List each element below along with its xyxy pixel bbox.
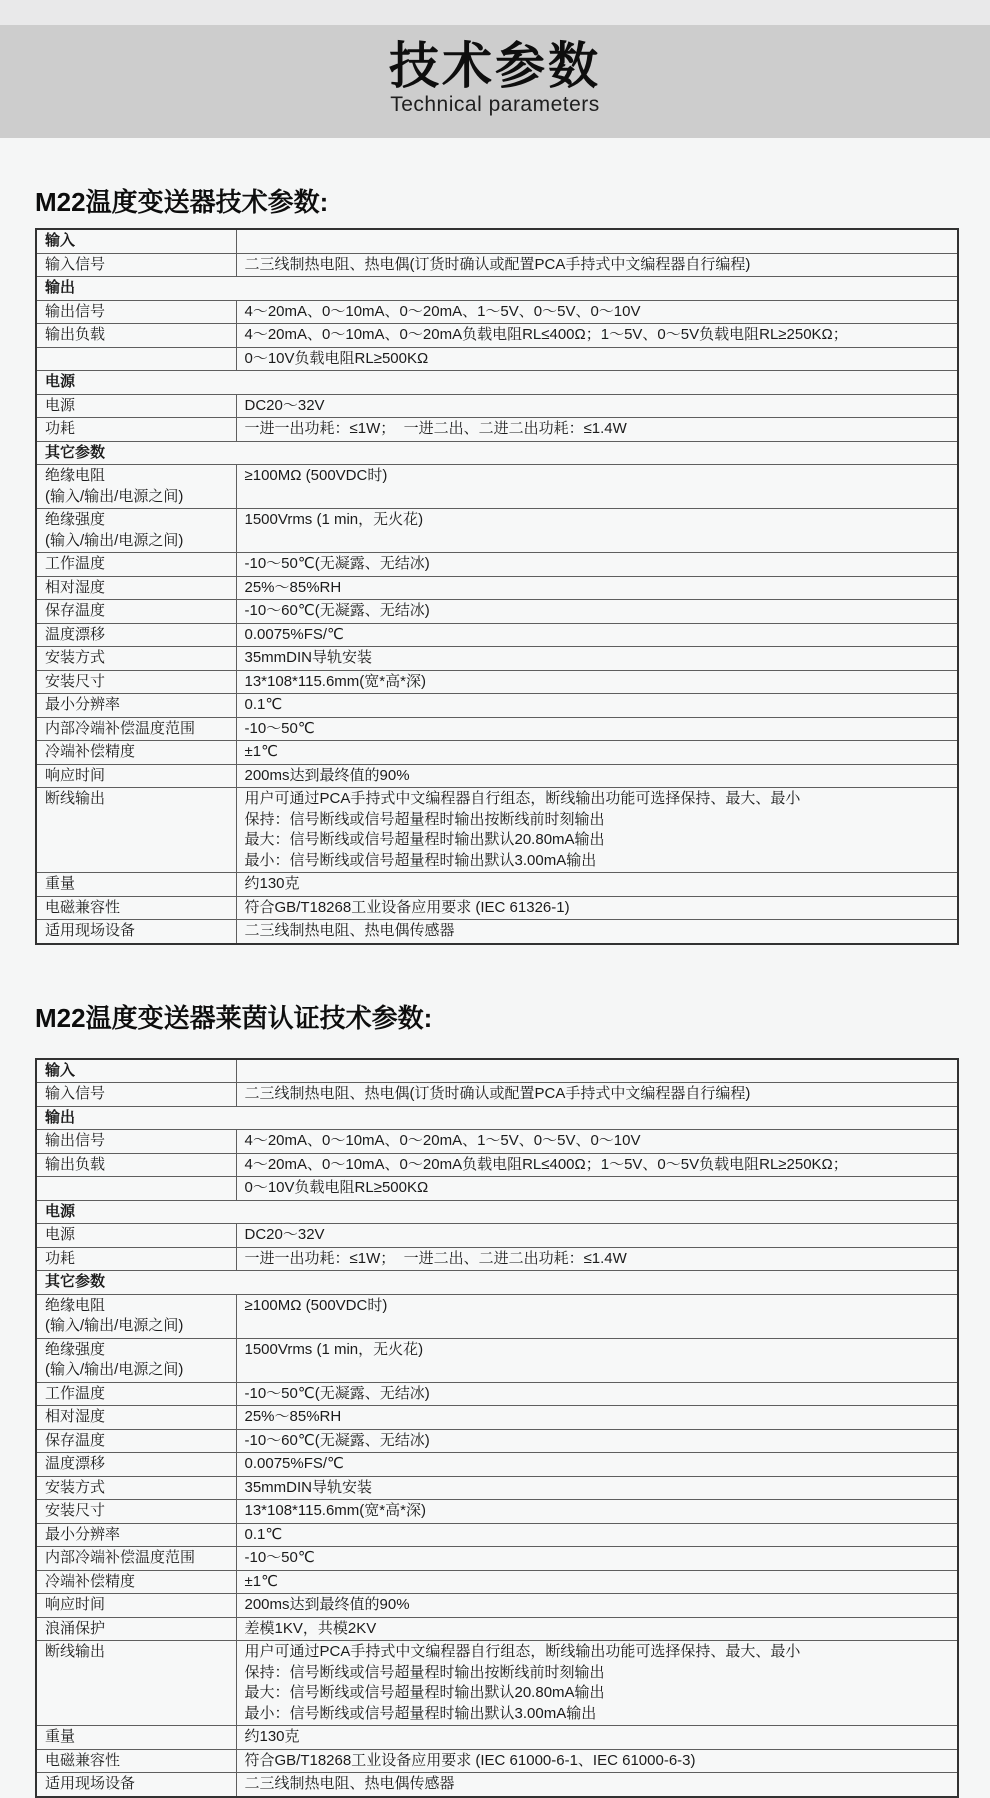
param-label-cell [36, 1177, 236, 1201]
param-value-line: 最小：信号断线或信号超量程时输出默认3.00mA输出 [244, 851, 597, 869]
param-value-cell [236, 788, 958, 873]
param-value-cell: 二三线制热电阻、热电偶传感器 [236, 920, 958, 944]
param-value-line: 最小：信号断线或信号超量程时输出默认3.00mA输出 [244, 1704, 597, 1722]
param-value-cell: 25%～85%RH [236, 576, 958, 600]
spec-row [36, 253, 958, 277]
param-value-cell: 13*108*115.6mm(宽*高*深) [236, 1500, 958, 1524]
param-label: 绝缘强度 [45, 511, 106, 528]
section-label: 输出 [36, 277, 958, 301]
spec-row [36, 576, 958, 600]
section-row [36, 441, 958, 465]
page-title: 技术参数 [389, 38, 601, 94]
spec-row [36, 623, 958, 647]
param-value-cell: 0～10V负载电阻RL≥500KΩ [236, 347, 958, 371]
param-label-cell: 工作温度 [36, 1382, 236, 1406]
section-label: 其它参数 [36, 1271, 958, 1295]
param-label-cell: 最小分辨率 [36, 694, 236, 718]
param-label-cell: 内部冷端补偿温度范围 [36, 717, 236, 741]
section-row [36, 1106, 958, 1130]
param-value-cell: ≥100MΩ (500VDC时) [236, 1294, 958, 1338]
param-value-cell: 符合GB/T18268工业设备应用要求 (IEC 61326-1) [236, 896, 958, 920]
spec-row [36, 1594, 958, 1618]
param-value-cell: 符合GB/T18268工业设备应用要求 (IEC 61000-6-1、IEC 61000-6-3) [236, 1749, 958, 1773]
param-value-cell [236, 229, 958, 253]
param-value-cell: -10～50℃(无凝露、无结冰) [236, 553, 958, 577]
param-value-line: 保持：信号断线或信号超量程时输出按断线前时刻输出 [244, 1663, 605, 1681]
param-value-cell: 13*108*115.6mm(宽*高*深) [236, 670, 958, 694]
param-value-cell: 约130克 [236, 1726, 958, 1750]
param-value-line: 用户可通过PCA手持式中文编程器自行组态，断线输出功能可选择保持、最大、最小 [244, 790, 801, 807]
spec-row [36, 717, 958, 741]
param-label-cell: 保存温度 [36, 600, 236, 624]
param-value-cell: 差模1KV，共模2KV [236, 1617, 958, 1641]
param-label-cell: 冷端补偿精度 [36, 1570, 236, 1594]
spec-row [36, 1177, 958, 1201]
param-value-line: 最大：信号断线或信号超量程时输出默认20.80mA输出 [244, 831, 605, 848]
param-label-cell: 输出负载 [36, 324, 236, 348]
param-value-cell [236, 1641, 958, 1726]
param-label-cell: 安装方式 [36, 1476, 236, 1500]
param-label-cell: 最小分辨率 [36, 1523, 236, 1547]
spec-row [36, 1617, 958, 1641]
param-label-cell: 响应时间 [36, 1594, 236, 1618]
param-label-note: (输入/输出/电源之间) [45, 1317, 184, 1334]
spec-row [36, 1130, 958, 1154]
param-value-cell: ±1℃ [236, 1570, 958, 1594]
spec-row [36, 1500, 958, 1524]
param-label-cell: 相对湿度 [36, 576, 236, 600]
section-row [36, 277, 958, 301]
param-value-cell: 0.0075%FS/℃ [236, 1453, 958, 1477]
param-value-cell: 200ms达到最终值的90% [236, 764, 958, 788]
param-value-line: 最大：信号断线或信号超量程时输出默认20.80mA输出 [244, 1684, 605, 1701]
spec-row [36, 1083, 958, 1107]
param-label-cell: 输入信号 [36, 253, 236, 277]
spec-row [36, 896, 958, 920]
spec-row [36, 1294, 958, 1338]
param-label-cell [36, 347, 236, 371]
spec-row [36, 1382, 958, 1406]
param-label-cell: 电磁兼容性 [36, 896, 236, 920]
spec-row [36, 1153, 958, 1177]
section-heading-standard: M22温度变送器技术参数: [35, 187, 329, 217]
section-heading-rheinland: M22温度变送器莱茵认证技术参数: [35, 1002, 433, 1033]
param-value-cell: -10～60℃(无凝露、无结冰) [236, 600, 958, 624]
param-label-cell [36, 1338, 236, 1382]
spec-row [36, 1476, 958, 1500]
spec-row [36, 1570, 958, 1594]
param-value-cell: DC20～32V [236, 1224, 958, 1248]
param-label-cell: 功耗 [36, 418, 236, 442]
section-row [36, 371, 958, 395]
spec-row [36, 347, 958, 371]
spec-row [36, 300, 958, 324]
param-value-cell: 0.1℃ [236, 694, 958, 718]
param-value-cell: 4～20mA、0～10mA、0～20mA、1～5V、0～5V、0～10V [236, 300, 958, 324]
spec-row [36, 1641, 958, 1726]
section-label: 电源 [36, 371, 958, 395]
param-value-cell: ≥100MΩ (500VDC时) [236, 465, 958, 509]
param-label-cell: 电源 [36, 394, 236, 418]
spec-row [36, 788, 958, 873]
param-value-cell: 1500Vrms (1 min，无火花) [236, 509, 958, 553]
spec-row [36, 1338, 958, 1382]
param-label-cell: 重量 [36, 1726, 236, 1750]
param-label-cell: 输入信号 [36, 1083, 236, 1107]
param-label-cell: 重量 [36, 873, 236, 897]
param-label-cell: 浪涌保护 [36, 1617, 236, 1641]
param-value-cell: -10～60℃(无凝露、无结冰) [236, 1429, 958, 1453]
spec-row [36, 418, 958, 442]
spec-row [36, 465, 958, 509]
param-label-cell: 温度漂移 [36, 1453, 236, 1477]
param-label-cell: 电磁兼容性 [36, 1749, 236, 1773]
spec-row [36, 1453, 958, 1477]
spec-row [36, 1773, 958, 1797]
param-value-cell: 0～10V负载电阻RL≥500KΩ [236, 1177, 958, 1201]
param-label-cell: 冷端补偿精度 [36, 741, 236, 765]
spec-row [36, 1523, 958, 1547]
section-label: 输出 [36, 1106, 958, 1130]
param-value-cell: 一进一出功耗：≤1W； 一进二出、二进二出功耗：≤1.4W [236, 1247, 958, 1271]
spec-row [36, 1749, 958, 1773]
param-value-cell: 25%～85%RH [236, 1406, 958, 1430]
param-value-line: 用户可通过PCA手持式中文编程器自行组态，断线输出功能可选择保持、最大、最小 [244, 1643, 801, 1660]
param-label-cell: 工作温度 [36, 553, 236, 577]
param-value-cell: 二三线制热电阻、热电偶传感器 [236, 1773, 958, 1797]
spec-row [36, 1406, 958, 1430]
param-label-cell [36, 465, 236, 509]
spec-row [36, 920, 958, 944]
param-label-note: (输入/输出/电源之间) [45, 531, 184, 549]
param-label: 绝缘电阻 [45, 467, 106, 484]
spec-table-rheinland [35, 1058, 959, 1798]
page-subtitle: Technical parameters [390, 93, 600, 116]
spec-row [36, 1726, 958, 1750]
param-label-cell: 相对湿度 [36, 1406, 236, 1430]
spec-row [36, 741, 958, 765]
param-value-cell: 约130克 [236, 873, 958, 897]
spec-row [36, 670, 958, 694]
param-value-cell: 0.0075%FS/℃ [236, 623, 958, 647]
param-label: 绝缘强度 [45, 1340, 106, 1358]
param-value-cell [236, 1059, 958, 1083]
spec-row [36, 600, 958, 624]
param-value-cell: 35mmDIN导轨安装 [236, 647, 958, 671]
spec-row [36, 647, 958, 671]
param-value-cell: ±1℃ [236, 741, 958, 765]
param-label-cell: 输出信号 [36, 1130, 236, 1154]
section-row [36, 1271, 958, 1295]
spec-row [36, 694, 958, 718]
spec-row [36, 394, 958, 418]
param-label-cell: 输入 [36, 1059, 236, 1083]
spec-row [36, 1429, 958, 1453]
param-label-cell: 安装方式 [36, 647, 236, 671]
param-value-cell: -10～50℃ [236, 1547, 958, 1571]
spec-row [36, 553, 958, 577]
param-label-cell: 输出负载 [36, 1153, 236, 1177]
param-label-cell: 适用现场设备 [36, 920, 236, 944]
param-label-cell: 输出信号 [36, 300, 236, 324]
section-row [36, 1059, 958, 1083]
spec-row [36, 764, 958, 788]
param-label: 绝缘电阻 [45, 1296, 106, 1314]
spec-row [36, 509, 958, 553]
section-label: 电源 [36, 1200, 958, 1224]
param-label-cell: 电源 [36, 1224, 236, 1248]
param-value-cell: 0.1℃ [236, 1523, 958, 1547]
param-value-cell: 4～20mA、0～10mA、0～20mA、1～5V、0～5V、0～10V [236, 1130, 958, 1154]
param-label-cell: 功耗 [36, 1247, 236, 1271]
header-banner [0, 25, 990, 138]
spec-row [36, 873, 958, 897]
param-label-cell: 安装尺寸 [36, 1500, 236, 1524]
spec-row [36, 324, 958, 348]
param-value-cell: 1500Vrms (1 min，无火花) [236, 1338, 958, 1382]
param-value-cell: 二三线制热电阻、热电偶(订货时确认或配置PCA手持式中文编程器自行编程) [236, 1083, 958, 1107]
param-label-cell: 内部冷端补偿温度范围 [36, 1547, 236, 1571]
param-label-note: (输入/输出/电源之间) [45, 487, 184, 505]
section-label: 其它参数 [36, 441, 958, 465]
param-value-cell: -10～50℃ [236, 717, 958, 741]
param-label-cell [36, 509, 236, 553]
param-label-cell: 保存温度 [36, 1429, 236, 1453]
param-label-cell: 响应时间 [36, 764, 236, 788]
param-label-cell: 断线输出 [36, 788, 236, 873]
param-value-cell: 一进一出功耗：≤1W； 一进二出、二进二出功耗：≤1.4W [236, 418, 958, 442]
param-value-line: 保持：信号断线或信号超量程时输出按断线前时刻输出 [244, 810, 605, 828]
param-value-cell: 二三线制热电阻、热电偶(订货时确认或配置PCA手持式中文编程器自行编程) [236, 253, 958, 277]
param-value-cell: 4～20mA、0～10mA、0～20mA负载电阻RL≤400Ω；1～5V、0～5V负载电阻RL≥250KΩ； [236, 324, 958, 348]
spec-row [36, 1547, 958, 1571]
param-value-cell: 200ms达到最终值的90% [236, 1594, 958, 1618]
param-value-cell: -10～50℃(无凝露、无结冰) [236, 1382, 958, 1406]
param-label-cell [36, 1294, 236, 1338]
param-value-cell: 35mmDIN导轨安装 [236, 1476, 958, 1500]
param-label-note: (输入/输出/电源之间) [45, 1361, 184, 1378]
spec-row [36, 1247, 958, 1271]
section-row [36, 229, 958, 253]
param-label-cell: 输入 [36, 229, 236, 253]
param-value-cell: 4～20mA、0～10mA、0～20mA负载电阻RL≤400Ω；1～5V、0～5V负载电阻RL≥250KΩ； [236, 1153, 958, 1177]
param-label-cell: 适用现场设备 [36, 1773, 236, 1797]
param-value-cell: DC20～32V [236, 394, 958, 418]
param-label-cell: 安装尺寸 [36, 670, 236, 694]
spec-table-standard [35, 228, 959, 945]
content [0, 187, 990, 1798]
param-label-cell: 断线输出 [36, 1641, 236, 1726]
section-row [36, 1200, 958, 1224]
spec-row [36, 1224, 958, 1248]
param-label-cell: 温度漂移 [36, 623, 236, 647]
top-strip [0, 0, 990, 25]
